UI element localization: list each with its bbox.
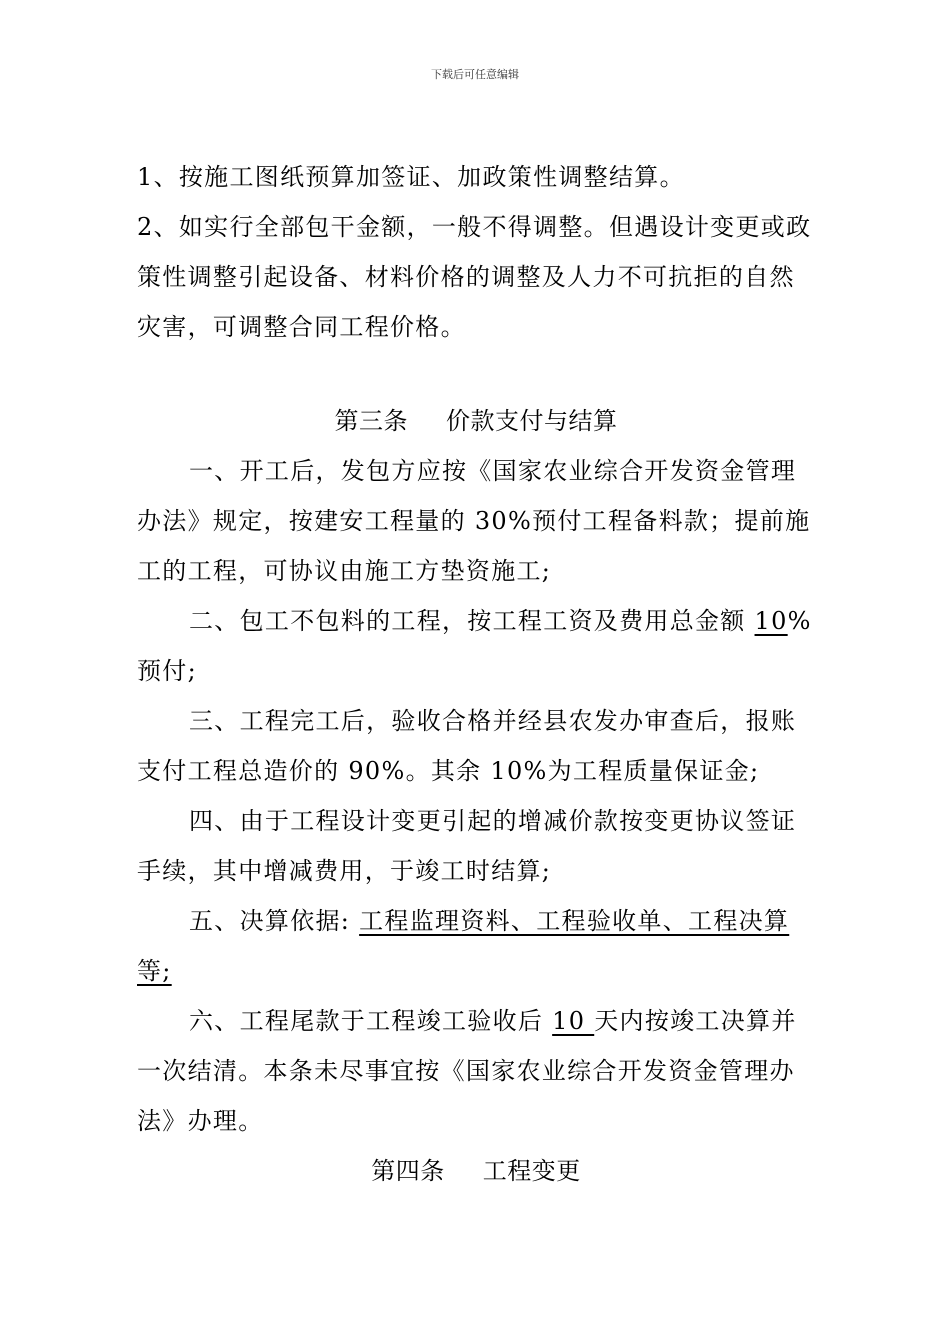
advance-percent-underlined: 10 bbox=[754, 607, 788, 635]
article-4-title: 工程变更 bbox=[482, 1157, 581, 1185]
spacer bbox=[137, 352, 815, 396]
paragraph-6-text: 六、工程尾款于工程竣工验收后 bbox=[189, 1007, 553, 1035]
article-3-number: 第三条 bbox=[334, 407, 408, 435]
days-underlined: 10 bbox=[552, 1007, 595, 1035]
paragraph-5-text: 五、决算依据: bbox=[189, 907, 360, 935]
document-body bbox=[137, 152, 815, 1196]
article-4-heading bbox=[137, 1146, 815, 1196]
article-3-paragraph-6 bbox=[137, 996, 815, 1146]
clause-item-2: 2、如实行全部包干金额，一般不得调整。但遇设计变更或政策性调整引起设备、材料价格的调整及人力不可抗拒的自然灾害，可调整合同工程价格。 bbox=[137, 213, 812, 341]
article-3-heading bbox=[137, 396, 815, 446]
article-3-paragraph-4: 四、由于工程设计变更引起的增减价款按变更协议签证手续，其中增减费用，于竣工时结算; bbox=[137, 807, 797, 885]
clause-item-1: 1、按施工图纸预算加签证、加政策性调整结算。 bbox=[137, 163, 685, 191]
paragraph-2-text-end: %预付; bbox=[137, 607, 812, 685]
page-header-watermark: 下载后可任意编辑 bbox=[431, 68, 519, 81]
article-3-title: 价款支付与结算 bbox=[446, 407, 618, 435]
article-4-number: 第四条 bbox=[371, 1157, 445, 1185]
article-3-paragraph-2 bbox=[137, 596, 815, 696]
paragraph-2-text: 二、包工不包料的工程，按工程工资及费用总金额 bbox=[189, 607, 755, 635]
article-3-paragraph-3: 三、工程完工后，验收合格并经县农发办审查后，报账支付工程总造价的 90%。其余 10%为工程质量保证金; bbox=[137, 707, 797, 785]
settlement-basis-underlined: 工程监理资料、工程验收单、工程决算等; bbox=[137, 907, 790, 985]
article-3-paragraph-1: 一、开工后，发包方应按《国家农业综合开发资金管理办法》规定，按建安工程量的 30%预付工程备料款；提前施工的工程，可协议由施工方垫资施工; bbox=[137, 457, 811, 585]
paragraph-6-text-end: 天内按竣工决算并一次结清。本条未尽事宜按《国家农业综合开发资金管理办法》办理。 bbox=[137, 1007, 797, 1135]
article-3-paragraph-5 bbox=[137, 896, 815, 996]
